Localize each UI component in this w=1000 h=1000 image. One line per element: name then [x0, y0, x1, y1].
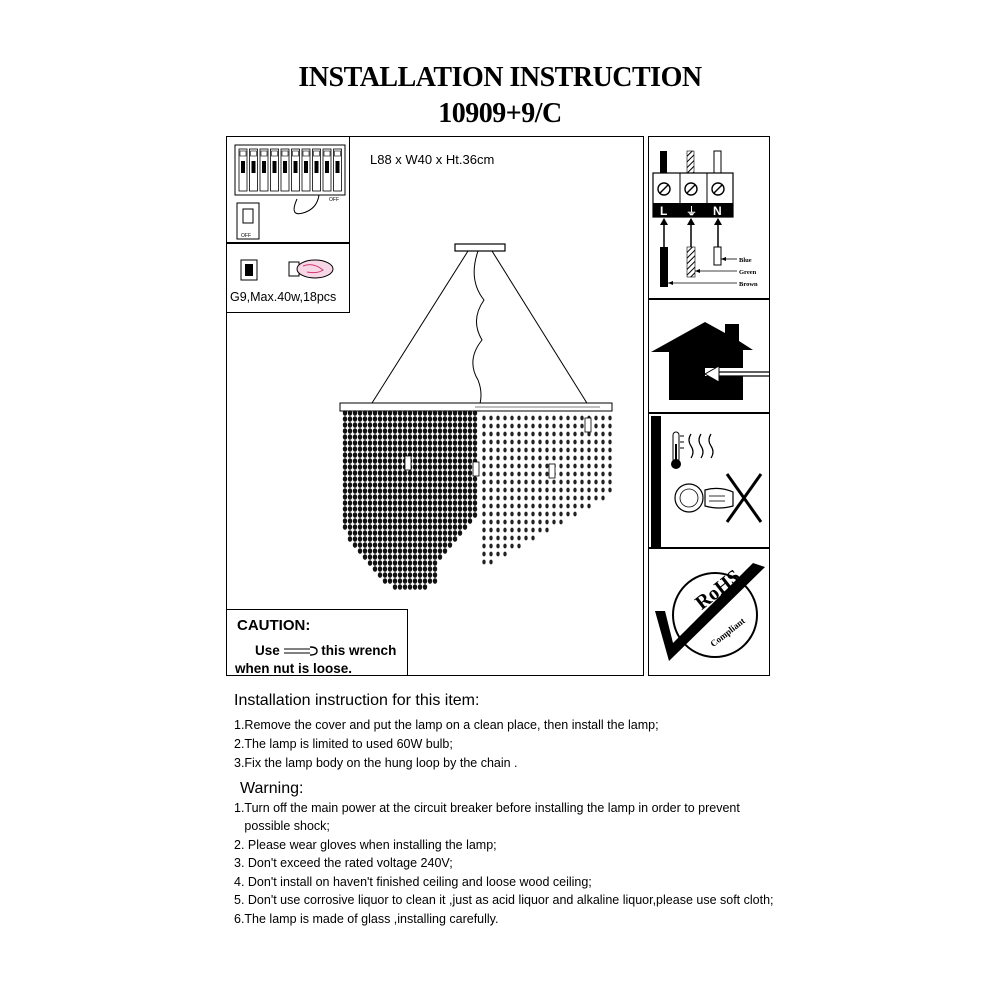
warning-item: possible shock; — [234, 819, 330, 833]
circuit-breaker-icon — [227, 137, 351, 244]
rohs-text: RoHS — [691, 565, 746, 615]
compliant-text: Compliant — [708, 615, 747, 649]
terminal-l: L — [660, 204, 668, 218]
wire-label-brown: Brown — [739, 281, 758, 288]
wrench-icon — [284, 646, 318, 656]
caution-box — [226, 609, 408, 676]
warning-item: 6.The lamp is made of glass ,installing carefully. — [234, 912, 499, 926]
caution-line-1 — [255, 643, 396, 658]
document-title: INSTALLATION INSTRUCTION — [298, 62, 702, 93]
breaker-off-label: OFF — [329, 197, 339, 203]
switch-off-label: OFF — [241, 233, 251, 239]
model-number: 10909+9/C — [438, 98, 562, 129]
warning-item: 2. Please wear gloves when installing the lamp; — [234, 838, 497, 852]
indoor-use-cell — [648, 299, 770, 413]
product-dimensions: L88 x W40 x Ht.36cm — [370, 152, 495, 167]
caution-line-2: when nut is loose. — [235, 661, 353, 676]
do-not-touch-hot-icon — [649, 414, 771, 549]
caution-wrench: this wrench — [321, 643, 397, 658]
warning-item: 5. Don't use corrosive liquor to clean it ,just as acid liquor and alkaline liquor,please use soft cloth; — [234, 893, 774, 907]
wiring-cell — [648, 136, 770, 299]
warning-item: 4. Don't install on haven't finished ceiling and loose wood ceiling; — [234, 875, 592, 889]
warning-heading: Warning: — [240, 780, 304, 797]
instruction-item: 2.The lamp is limited to used 60W bulb; — [234, 737, 453, 751]
instruction-item: 3.Fix the lamp body on the hung loop by the chain . — [234, 756, 518, 770]
instructions-heading: Installation instruction for this item: — [234, 692, 480, 709]
heat-warning-cell — [648, 413, 770, 548]
house-icon — [649, 300, 771, 414]
bulb-specification: G9,Max.40w,18pcs — [230, 290, 337, 304]
wire-label-blue: Blue — [739, 257, 752, 264]
warning-item: 1.Turn off the main power at the circuit breaker before installing the lamp in order to prevent — [234, 801, 740, 815]
rohs-compliant-logo — [649, 549, 771, 677]
wire-label-green: Green — [739, 269, 757, 276]
breaker-panel-cell — [226, 136, 350, 243]
caution-title: CAUTION: — [237, 617, 311, 634]
terminal-n: N — [713, 204, 722, 218]
terminal-ground: ⏚ — [686, 206, 697, 218]
bulb-icon — [227, 244, 351, 294]
instruction-item: 1.Remove the cover and put the lamp on a clean place, then install the lamp; — [234, 718, 659, 732]
wiring-diagram — [649, 137, 771, 300]
rohs-cell — [648, 548, 770, 676]
caution-use: Use — [255, 643, 280, 658]
warning-item: 3. Don't exceed the rated voltage 240V; — [234, 856, 453, 870]
